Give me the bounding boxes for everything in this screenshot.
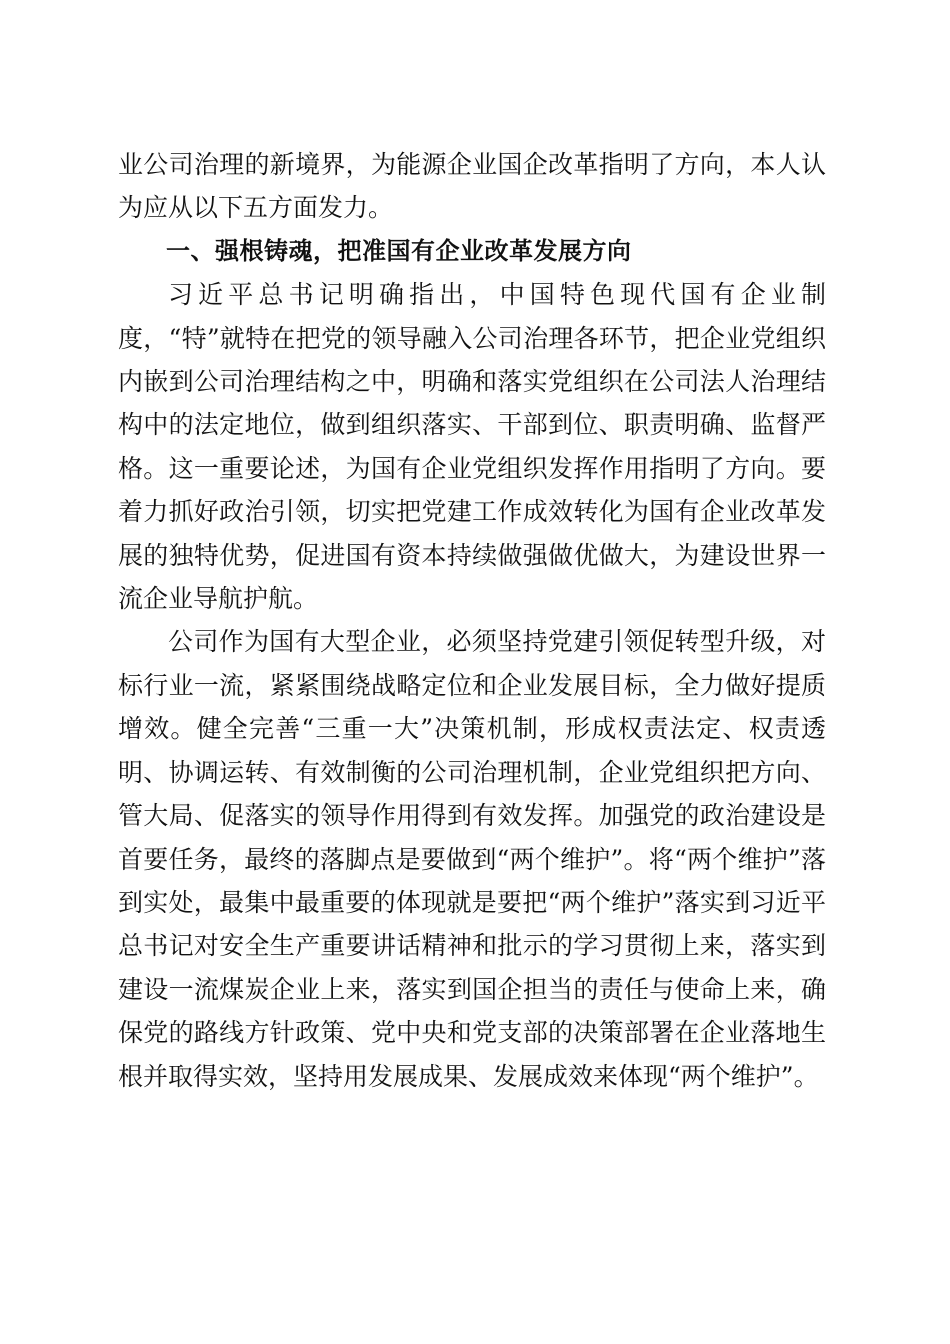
document-body xyxy=(118,143,826,1098)
paragraph-1: 习近平总书记明确指出，中国特色现代国有企业制度，“特”就特在把党的领导融入公司治理各环节，把企业党组织内嵌到公司治理结构之中，明确和落实党组织在公司法人治理结构中的法定地位，做到组织落实、干部到位、职责明确、监督严格。这一重要论述，为国有企业党组织发挥作用指明了方向。要着力抓好政治引领，切实把党建工作成效转化为国有企业改革发展的独特优势，促进国有资本持续做强做优做大，为建设世界一流企业导航护航。 xyxy=(118,280,826,614)
paragraph-continuation: 业公司治理的新境界，为能源企业国企改革指明了方向，本人认为应从以下五方面发力。 xyxy=(118,150,826,223)
paragraph-2: 公司作为国有大型企业，必须坚持党建引领促转型升级，对标行业一流，紧紧围绕战略定位和企业发展目标，全力做好提质增效。健全完善“三重一大”决策机制，形成权责法定、权责透明、协调运转、有效制衡的公司治理机制，企业党组织把方向、管大局、促落实的领导作用得到有效发挥。加强党的政治建设是首要任务，最终的落脚点是要做到“两个维护”。将“两个维护”落到实处，最集中最重要的体现就是要把“两个维护”落实到习近平总书记对安全生产重要讲话精神和批示的学习贯彻上来，落实到建设一流煤炭企业上来，落实到国企担当的责任与使命上来，确保党的路线方针政策、党中央和党支部的决策部署在企业落地生根并取得实效，坚持用发展成果、发展成效来体现“两个维护”。 xyxy=(118,627,826,1091)
section-heading-1: 一、强根铸魂，把准国有企业改革发展方向 xyxy=(166,236,632,265)
